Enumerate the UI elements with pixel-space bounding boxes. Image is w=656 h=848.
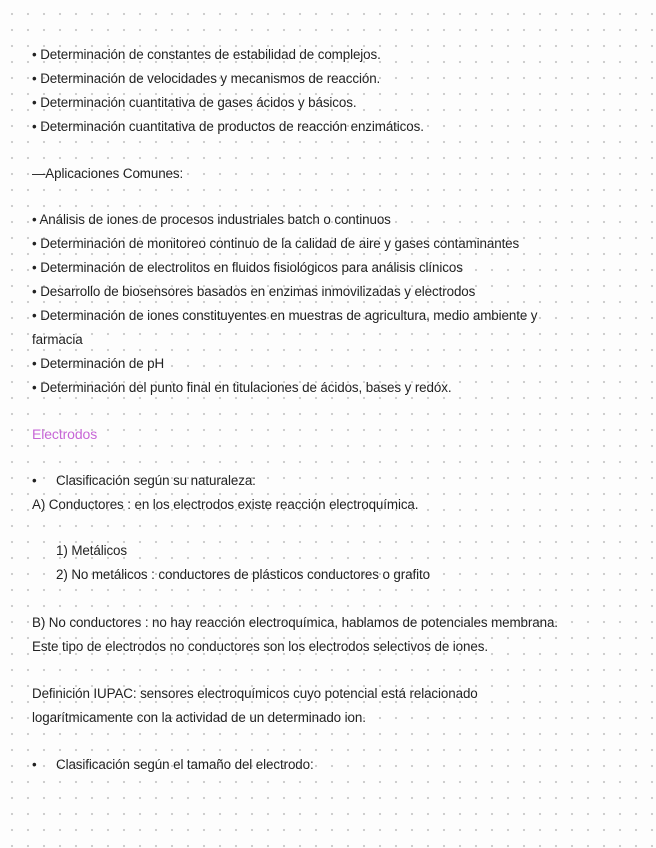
application-item-5: • Determinación de iones constituyentes en muestras de agricultura, medio ambiente y bbox=[32, 308, 538, 323]
application-item-1: • Análisis de iones de procesos industriales batch o continuos bbox=[32, 212, 391, 227]
top-bullet-3: • Determinación cuantitativa de gases ácidos y básicos. bbox=[32, 95, 357, 110]
classification-size-label: Clasificación según el tamaño del electrodo: bbox=[56, 757, 314, 772]
bullet-dot: • bbox=[32, 757, 37, 772]
classification-nature-label: Clasificación según su naturaleza: bbox=[56, 473, 256, 488]
iupac-line-2: logarítmicamente con la actividad de un determinado ion. bbox=[32, 710, 366, 725]
top-bullet-1: • Determinación de constantes de estabilidad de complejos. bbox=[32, 47, 381, 62]
no-conductores-line-1: B) No conductores : no hay reacción electroquímica, hablamos de potenciales membrana. bbox=[32, 615, 558, 630]
application-item-7: • Determinación del punto final en titulaciones de ácidos, bases y redóx. bbox=[32, 380, 452, 395]
sub-item-metalicos: 1) Metálicos bbox=[56, 543, 127, 558]
application-item-3: • Determinación de electrolitos en fluidos fisiológicos para análisis clínicos bbox=[32, 260, 463, 275]
electrodos-heading: Electrodos bbox=[32, 426, 98, 442]
classification-nature bbox=[32, 469, 256, 493]
application-item-4: • Desarrollo de biosensores basados en enzimas inmovilizadas y electrodos bbox=[32, 284, 476, 299]
no-conductores-line-2: Este tipo de electrodos no conductores son los electrodos selectivos de iones. bbox=[32, 639, 488, 654]
iupac-line-1: Definición IUPAC: sensores electroquímicos cuyo potencial está relacionado bbox=[32, 686, 478, 701]
application-item-5-continued: farmacia bbox=[32, 332, 83, 347]
bullet-dot: • bbox=[32, 473, 37, 488]
classification-size bbox=[32, 753, 314, 777]
application-item-2: • Determinación de monitoreo continuo de la calidad de aire y gases contaminantes bbox=[32, 236, 520, 251]
application-item-6: • Determinación de pH bbox=[32, 356, 165, 371]
applications-title: —Aplicaciones Comunes: bbox=[32, 166, 184, 181]
conductores-line: A) Conductores : en los electrodos existe reacción electroquímica. bbox=[32, 497, 419, 512]
top-bullet-2: • Determinación de velocidades y mecanismos de reacción. bbox=[32, 71, 381, 86]
sub-item-no-metalicos: 2) No metálicos : conductores de plásticos conductores o grafito bbox=[56, 567, 430, 582]
top-bullet-4: • Determinación cuantitativa de productos de reacción enzimáticos. bbox=[32, 119, 424, 134]
